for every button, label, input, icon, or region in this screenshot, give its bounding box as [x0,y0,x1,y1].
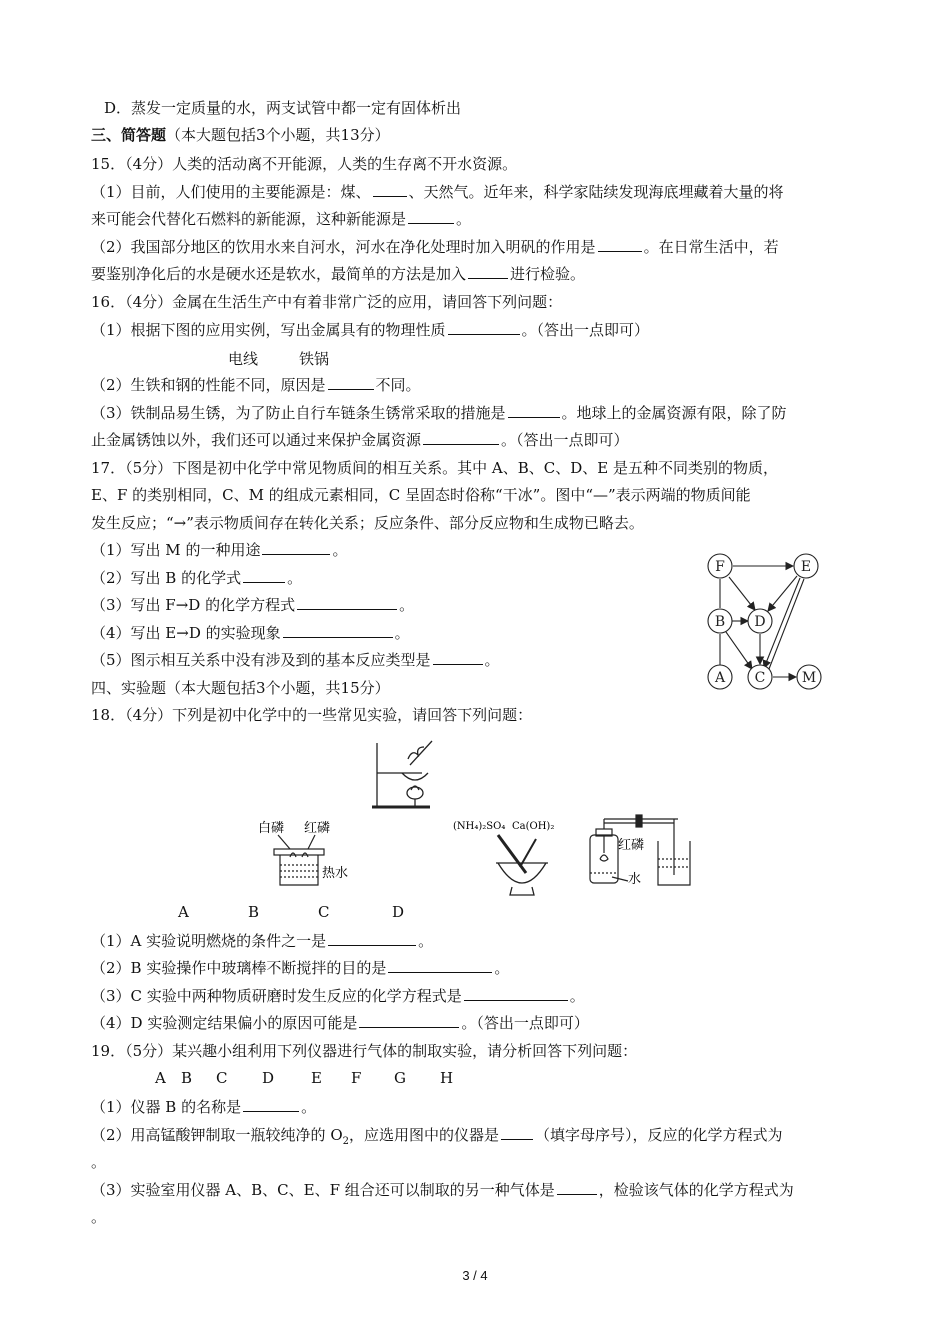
answer-blank [359,1013,459,1028]
figure-label-c: C [318,903,330,921]
experiment-d-figure [590,815,690,887]
answer-blank [328,375,374,390]
text: ，应选用图中的仪器是 [349,1126,500,1144]
text: （1）写出 M 的一种用途 [91,541,261,559]
answer-blank [283,623,393,638]
label-iron-pot: 铁锅 [299,350,330,368]
instrument-label-h: H [440,1069,454,1087]
instrument-label-f: F [351,1069,362,1087]
text: ，检验该气体的化学方程式为 [598,1181,794,1199]
text: （2）我国部分地区的饮用水来自河水，河水在净化处理时加入明矾的作用是 [91,238,596,256]
label-reagent-calcium-hydroxide: Ca(OH)₂ [512,821,555,832]
answer-blank [328,931,416,946]
q16-part3-line2 [91,430,629,450]
text: 。（答出一点即可） [501,431,629,449]
q18-part3 [91,986,585,1006]
text: 。 [494,959,510,977]
text: （4）D 实验测定结果偏小的原因可能是 [91,1014,358,1032]
text: （1）目前，人们使用的主要能源是：煤、 [91,183,371,201]
q15-part1-line2 [91,209,471,229]
q19-stem: 19．（5分）某兴趣小组利用下列仪器进行气体的制取实验，请分析回答下列问题： [91,1042,638,1060]
answer-blank [464,986,568,1001]
section-3-title: 三、简答题 [91,126,167,144]
q15-part2-line1 [91,237,779,257]
instrument-label-c: C [216,1069,228,1087]
label-wire: 电线 [228,350,259,368]
answer-blank [508,403,560,418]
answer-blank [423,430,499,445]
answer-blank [262,540,330,555]
q18-stem: 18．（4分）下列是初中化学中的一些常见实验，请回答下列问题： [91,706,533,724]
q19-part1 [91,1097,316,1117]
instrument-label-a: A [155,1069,166,1087]
label-hot-water: 热水 [322,866,349,881]
node-d-label: D [754,614,766,630]
text: 来可能会代替化石燃料的新能源，这种新能源是 [91,210,407,228]
q17-relation-diagram [700,548,830,698]
q17-stem-line1: 17．（5分）下图是初中化学中常见物质间的相互关系。其中 A、B、C、D、E 是五种不同类别的物质， [91,459,778,477]
text: （3）C 实验中两种物质研磨时发生反应的化学方程式是 [91,987,462,1005]
text: （2）写出 B 的化学式 [91,569,242,587]
answer-blank [468,264,508,279]
text: 止金属锈蚀以外，我们还可以通过来保护金属资源 [91,431,422,449]
q17-stem-line3: 发生反应；“→”表示物质间存在转化关系；反应条件、部分反应物和生成物已略去。 [91,514,644,532]
text: （2）生铁和钢的性能不同，原因是 [91,376,326,394]
label-red-phosphorus: 红磷 [304,821,331,836]
q17-part2 [91,568,302,588]
q17-part1 [91,540,347,560]
q15-part1-line1 [91,182,784,202]
label-white-phosphorus: 白磷 [258,821,285,836]
text: （1）A 实验说明燃烧的条件之一是 [91,932,327,950]
q16-part2 [91,375,421,395]
q17-stem-line2: E、F 的类别相同，C、M 的组成元素相同，C 呈固态时俗称“干冰”。图中“—”表示两端的物质间能 [91,486,751,504]
text: （2）B 实验操作中玻璃棒不断搅拌的目的是 [91,959,387,977]
answer-blank [557,1180,597,1195]
q18-part2 [91,958,509,978]
text: （2）用高锰酸钾制取一瓶较纯净的 O [91,1126,343,1144]
label-water: 水 [628,872,642,887]
section-4-heading: 四、实验题（本大题包括3个小题，共15分） [91,679,390,697]
node-a-label: A [714,670,726,686]
q15-part2-line2 [91,264,585,284]
answer-blank [388,958,492,973]
text: 。 [399,596,415,614]
experiment-a-figure [258,820,348,885]
q19-part2-line2: 。 [91,1153,107,1171]
node-m-label: M [801,670,817,686]
q19-part2-line1 [91,1125,783,1152]
text: 。 [301,1098,317,1116]
q18-part1 [91,931,433,951]
text: （3）实验室用仪器 A、B、C、E、F 组合还可以制取的另一种气体是 [91,1181,555,1199]
instrument-label-d: D [262,1069,275,1087]
label-reagent-ammonium-sulfate: (NH₄)₂SO₄ [453,821,506,832]
q16-part3-line1 [91,403,787,423]
text: 不同。 [375,376,421,394]
subscript-2: 2 [342,1136,349,1147]
node-f-label: F [715,559,725,575]
q19-part3-line2: 。 [91,1208,107,1226]
text: （3）写出 F→D 的化学方程式 [91,596,296,614]
node-e-label: E [800,559,812,575]
instrument-label-b: B [181,1069,193,1087]
q19-part3-line1 [91,1180,794,1200]
answer-blank [598,237,642,252]
answer-blank [243,1097,299,1112]
experiment-c-figure [453,821,554,895]
text: （1）仪器 B 的名称是 [91,1098,242,1116]
text: （4）写出 E→D 的实验现象 [91,624,281,642]
option-d: D．蒸发一定质量的水，两支试管中都一定有固体析出 [104,99,462,117]
answer-blank [373,182,407,197]
label-red-phosphorus-d: 红磷 [618,838,645,853]
q16-stem: 16．（4分）金属在生活生产中有着非常广泛的应用，请回答下列问题： [91,293,563,311]
q18-experiment-figures [250,735,700,925]
answer-blank [243,568,285,583]
answer-blank [433,650,483,665]
text: （5）图示相互关系中没有涉及到的基本反应类型是 [91,651,431,669]
figure-label-a: A [178,903,189,921]
edge-e-d [768,576,797,611]
edge-b-c [726,632,752,669]
instrument-label-e: E [311,1069,322,1087]
text: 进行检验。 [510,265,586,283]
q17-part3 [91,595,414,615]
node-c-label: C [754,670,766,686]
text: 。在日常生活中，若 [643,238,779,256]
answer-blank [448,320,520,335]
experiment-b-figure [372,741,432,807]
text: 、天然气。近年来，科学家陆续发现海底埋藏着大量的将 [408,183,784,201]
node-b-label: B [714,614,726,630]
answer-blank [501,1125,533,1140]
text: 。 [394,624,410,642]
text: 。 [332,541,348,559]
text: 。 [569,987,585,1005]
answer-blank [297,595,397,610]
text: 。地球上的金属资源有限，除了防 [561,404,787,422]
edge-e-c2 [769,579,804,669]
text: 。 [287,569,303,587]
text: 要鉴别净化后的水是硬水还是软水，最简单的方法是加入 [91,265,467,283]
answer-blank [408,209,454,224]
figure-label-b: B [248,903,260,921]
page-number: 3 / 4 [462,1268,488,1283]
text: （填字母序号），反应的化学方程式为 [535,1126,783,1144]
text: 。（答出一点即可） [521,321,650,339]
q16-part1 [91,320,649,340]
text: 。 [484,651,500,669]
q17-part4 [91,623,410,643]
text: （3）铁制品易生锈，为了防止自行车链条生锈常采取的措施是 [91,404,506,422]
section-3-heading [91,125,390,145]
q17-part5 [91,650,500,670]
text: 。 [418,932,434,950]
text: （1）根据下图的应用实例，写出金属具有的物理性质 [91,321,446,339]
q18-part4 [91,1013,589,1033]
text: 。（答出一点即可） [461,1014,589,1032]
instrument-label-g: G [394,1069,406,1087]
text: 。 [456,210,472,228]
figure-label-d: D [392,903,405,921]
edge-f-d [729,577,755,610]
section-3-note: （本大题包括3个小题，共13分） [166,126,390,144]
q15-stem: 15．（4分）人类的活动离不开能源，人类的生存离不开水资源。 [91,155,518,173]
